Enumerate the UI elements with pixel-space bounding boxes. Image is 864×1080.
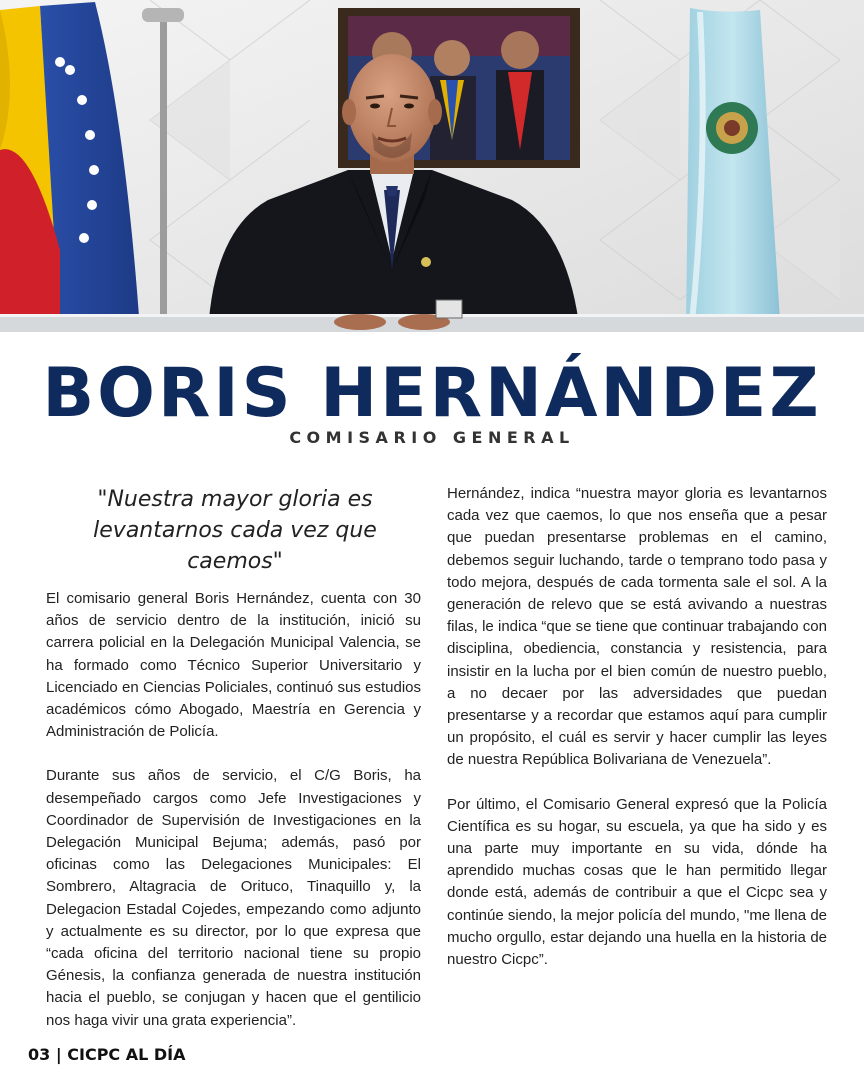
article-left-column: [46, 588, 421, 1054]
headline-rank: COMISARIO GENERAL: [289, 428, 575, 447]
paragraph: Hernández, indica “nuestra mayor gloria es levantarnos cada vez que caemos, lo que nos enseña que a pesar que puedan presentarse problemas en el camino, debemos seguir luchando, tarde o temprano todo pasa y todo mejora, después de cada tormenta sale el sol. A la generación de relevo que se está avivando a nuestras filas, le indica “que se tiene que continuar trabajando con disciplina, obediencia, constancia y resistencia, para insistir en la lucha por el bien común de nuestro pueblo, a no decaer por las adversidades que puedan presentarse y a recordar que estamos aquí para cumplir un propósito, el cuál es servir y hacer cumplir las leyes de nuestra República Bolivariana de Venezuela”.: [447, 485, 827, 769]
paragraph: El comisario general Boris Hernández, cuenta con 30 años de servicio dentro de la institución, inició su carrera policial en la Delegación Municipal Valencia, se ha formado como Técnico Superior Universitario y Licenciado en Ciencias Policiales, continuó sus estudios académicos cómo Abogado, Maestría en Gerencia y Administración de Policía.: [46, 590, 421, 741]
paragraph: Durante sus años de servicio, el C/G Boris, ha desempeñado cargos como Jefe Investigaciones y Coordinador de Supervisión de Investigaciones en la Delegación Municipal Bejuma; además, pasó por oficinas como las Delegaciones Municipales: El Sombrero, Altagracia de Orituco, Tinaquillo y, la Delegacion Estadal Cojedes, empezando como adjunto y actualmente es su director, por lo que expresa que “cada oficina del territorio nacional tiene su propio Génesis, la confianza generada de nuestra institución hacia el pueblo, se conjugan y hacen que el gentilicio nos haga vivir una grata experiencia”.: [46, 767, 421, 1029]
article-right-column: [447, 483, 827, 993]
portrait-photo: [0, 0, 864, 332]
headline-name: BORIS HERNÁNDEZ: [42, 354, 822, 433]
pull-quote: "Nuestra mayor gloria es levantarnos cada vez que caemos": [93, 487, 377, 574]
paragraph: Por último, el Comisario General expresó que la Policía Científica es su hogar, su escuela, ya que ha sido y es una parte muy importante en su vida, dónde ha aprendido muchas cosas que le han permitido llegar donde está, además de contribuir a que el Cicpc sea y continúe siendo, la mejor policía del mundo, "me llena de mucho orgullo, estar dejando una huella en la historia de nuestro Cicpc”.: [447, 795, 827, 969]
page-footer: 03 | CICPC AL DÍA: [28, 1045, 186, 1064]
